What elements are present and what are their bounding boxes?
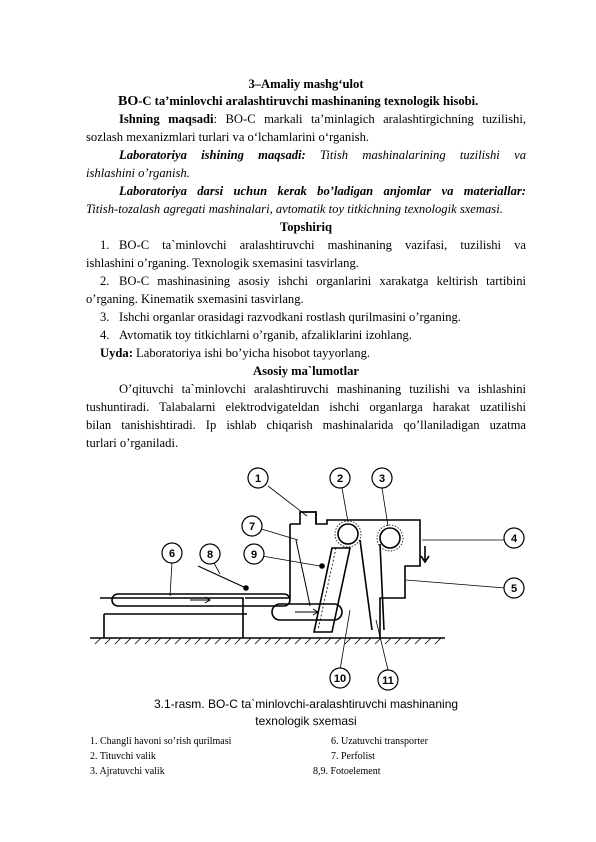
task-line: o’rganing. Kinematik sxemasini tasvirlang. xyxy=(86,292,304,306)
subtitle-rest: -C ta’minlovchi aralashtiruvchi mashinaning texnologik hisobi. xyxy=(138,94,479,108)
callout-8: 8 xyxy=(206,549,214,561)
task-line: BO-C mashinasining asosiy ishchi organlarini xarakatga keltirish tartibini xyxy=(119,274,526,288)
task-line: ishlashini o’rganing. Texnologik sxemasini tasvirlang. xyxy=(86,256,359,270)
floor-hatching xyxy=(95,638,441,644)
page-title: 3–Amaliy mashg‘ulot xyxy=(248,77,364,91)
materials-line-2: Titish-tozalash agregati mashinalari, avtomatik toy titkichning texnologik sxemasi. xyxy=(86,202,503,216)
task-line: Ishchi organlar orasidagi razvodkani rostlash qurilmasini o’rganing. xyxy=(119,310,461,324)
purpose-line-1 xyxy=(119,111,526,128)
callout-5: 5 xyxy=(510,583,518,595)
materials-line-1: Laboratoriya darsi uchun kerak bo’ladigan anjomlar va materiallar: xyxy=(119,184,526,198)
machine-scheme-diagram xyxy=(80,458,530,698)
lab-purpose-line-2: ishlashini o’rganish. xyxy=(86,166,190,180)
dust-suction-duct xyxy=(300,512,316,524)
task-line: Avtomatik toy titkichlarni o’rganib, afzaliklarini izohlang. xyxy=(119,328,412,342)
legend-item: 6. Uzatuvchi transporter xyxy=(331,736,428,747)
legend-item: 8,9. Fotoelement xyxy=(313,766,381,777)
callout-11: 11 xyxy=(382,675,394,687)
purpose-line-2: sozlash mexanizmlari turlari va o‘lchamlarini o‘rganish. xyxy=(86,130,370,144)
perforated-sheet xyxy=(296,540,310,606)
page-subtitle xyxy=(118,93,538,110)
purpose-text-1: : BO-C markali ta’minlagich aralashtirgichning tuzilishi, xyxy=(213,112,526,126)
purpose-label: Ishning maqsadi xyxy=(119,112,214,126)
callout-9: 9 xyxy=(250,549,258,561)
info-line: bilan tanishishtiradi. Ip ishlab chiqarish mashinalarida qo’llaniladigan uzatma xyxy=(86,418,526,432)
lab-purpose-line-1 xyxy=(119,147,526,164)
delivery-belt-left xyxy=(360,540,372,630)
callout-1: 1 xyxy=(254,473,262,485)
feed-table-legs xyxy=(104,614,243,638)
task-number: 2. xyxy=(100,274,110,288)
callout-2: 2 xyxy=(336,473,344,485)
home-task xyxy=(100,345,520,362)
figure-caption-line-2: texnologik sxemasi xyxy=(255,714,357,728)
figure-caption-line-1: 3.1-rasm. BO-C ta`minlovchi-aralashtiruvchi mashinaning xyxy=(153,697,459,711)
info-line: O’qituvchi ta`minlovchi aralashtiruvchi mashinaning tuzilishi va ishlashini xyxy=(119,382,526,396)
subtitle-bo: BO xyxy=(118,94,139,109)
callout-6: 6 xyxy=(168,548,176,560)
callout-10: 10 xyxy=(333,673,347,685)
legend-item: 1. Changli havoni so’rish qurilmasi xyxy=(90,736,232,747)
legend-item: 2. Tituvchi valik xyxy=(90,751,156,762)
legend-item: 7. Perfolist xyxy=(331,751,375,762)
lab-purpose-text-1: Titish mashinalarining tuzilishi va xyxy=(305,148,526,162)
info-line: turlari o’rganiladi. xyxy=(86,436,179,450)
task-number: 4. xyxy=(100,328,110,342)
task-line: BO-C ta`minlovchi aralashtiruvchi mashinaning vazifasi, tuzilishi va xyxy=(119,238,526,252)
task-number: 3. xyxy=(100,310,110,324)
photo-element-beam xyxy=(198,566,246,588)
home-label: Uyda: xyxy=(100,346,133,360)
legend-item: 3. Ajratuvchi valik xyxy=(90,766,165,777)
home-text: Laboratoriya ishi bo’yicha hisobot tayyorlang. xyxy=(132,346,371,360)
task-number: 1. xyxy=(100,238,110,252)
lab-purpose-label: Laboratoriya ishining maqsadi: xyxy=(119,148,306,162)
info-line: tushuntiradi. Talabalarni elektrodvigateldan ishchi organlarga harakat uzatilishi xyxy=(86,400,526,414)
beater-roller xyxy=(338,524,358,544)
callout-4: 4 xyxy=(510,533,518,545)
callout-3: 3 xyxy=(378,473,386,485)
info-heading: Asosiy ma`lumotlar xyxy=(253,364,359,378)
stripping-roller xyxy=(380,528,400,548)
callout-7: 7 xyxy=(248,521,256,533)
task-heading: Topshiriq xyxy=(279,220,333,234)
